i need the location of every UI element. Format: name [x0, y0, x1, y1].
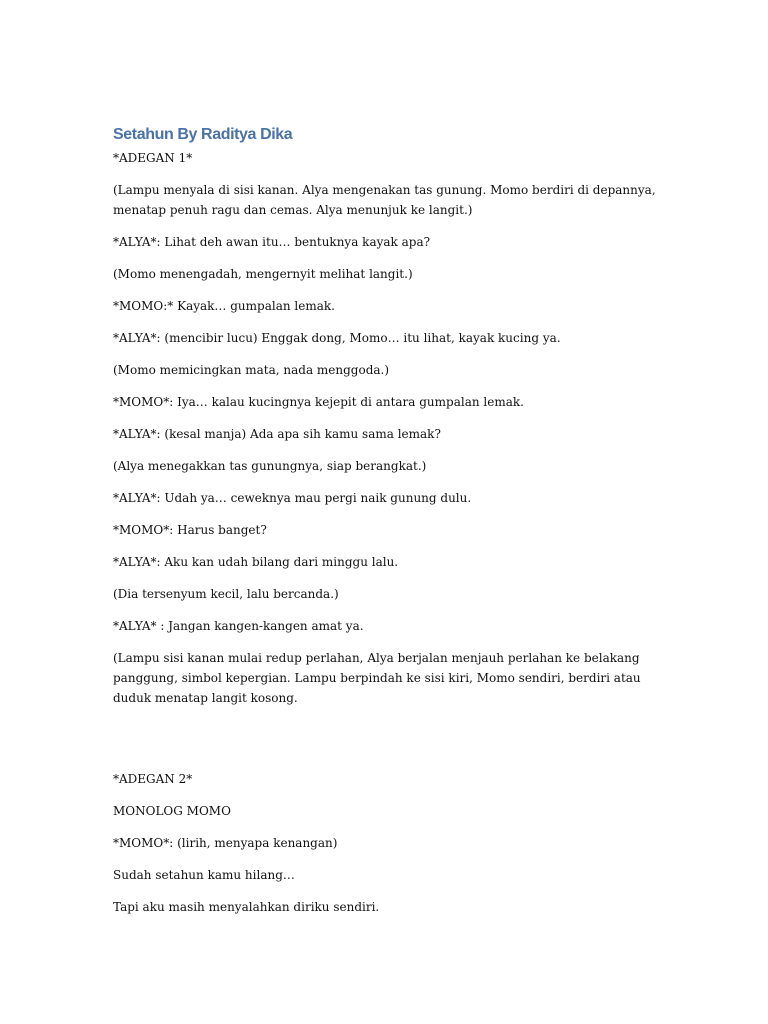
- dialogue-line: [113, 392, 655, 412]
- text-line: Sudah setahun kamu hilang…: [113, 868, 295, 882]
- text-line: (Lampu menyala di sisi kanan. Alya mengenakan tas gunung. Momo berdiri di depannya,: [113, 183, 656, 197]
- text-line: (Dia tersenyum kecil, lalu bercanda.): [113, 587, 339, 601]
- text-line: Tapi aku masih menyalahkan diriku sendiri.: [113, 900, 380, 914]
- text-line: *ALYA*: (kesal manja) Ada apa sih kamu sama lemak?: [113, 427, 441, 441]
- text-line: (Momo menengadah, mengernyit melihat langit.): [113, 267, 413, 281]
- text-line: duduk menatap langit kosong.: [113, 691, 298, 705]
- stage-direction: [113, 584, 655, 604]
- dialogue-line: [113, 833, 655, 853]
- dialogue-line: [113, 296, 655, 316]
- stage-direction: [113, 360, 655, 380]
- stage-direction: [113, 456, 655, 476]
- monologue-line: [113, 897, 655, 917]
- dialogue-line: [113, 520, 655, 540]
- text-line: *MOMO:* Kayak… gumpalan lemak.: [113, 299, 335, 313]
- dialogue-line: [113, 616, 655, 636]
- monologue-heading: [113, 801, 655, 821]
- dialogue-line: [113, 552, 655, 572]
- text-line: *MOMO*: Iya… kalau kucingnya kejepit di antara gumpalan lemak.: [113, 395, 524, 409]
- text-line: *ALYA*: (mencibir lucu) Enggak dong, Momo… itu lihat, kayak kucing ya.: [113, 331, 561, 345]
- scene-heading: [113, 148, 655, 168]
- text-line: *MOMO*: (lirih, menyapa kenangan): [113, 836, 338, 850]
- stage-direction: [113, 264, 655, 284]
- text-line: (Momo memicingkan mata, nada menggoda.): [113, 363, 390, 377]
- text-line: panggung, simbol kepergian. Lampu berpindah ke sisi kiri, Momo sendiri, berdiri atau: [113, 671, 641, 685]
- dialogue-line: [113, 424, 655, 444]
- dialogue-line: [113, 488, 655, 508]
- stage-direction: [113, 180, 655, 220]
- document-body: [113, 124, 655, 929]
- text-line: *ADEGAN 1*: [113, 151, 193, 165]
- text-line: *ALYA*: Udah ya… ceweknya mau pergi naik gunung dulu.: [113, 491, 472, 505]
- empty-paragraph: [113, 720, 655, 769]
- dialogue-line: [113, 328, 655, 348]
- text-line: *MOMO*: Harus banget?: [113, 523, 267, 537]
- dialogue-line: [113, 232, 655, 252]
- document-title: Setahun By Raditya Dika: [113, 126, 293, 143]
- text-line: *ALYA*: Aku kan udah bilang dari minggu lalu.: [113, 555, 399, 569]
- text-line: (Alya menegakkan tas gunungnya, siap berangkat.): [113, 459, 427, 473]
- text-line: *ALYA* : Jangan kangen-kangen amat ya.: [113, 619, 364, 633]
- text-line: (Lampu sisi kanan mulai redup perlahan, Alya berjalan menjauh perlahan ke belakang: [113, 651, 640, 665]
- scene-heading: [113, 769, 655, 789]
- text-line: *ADEGAN 2*: [113, 772, 193, 786]
- text-line: menatap penuh ragu dan cemas. Alya menunjuk ke langit.): [113, 203, 473, 217]
- stage-direction: [113, 648, 655, 708]
- monologue-line: [113, 865, 655, 885]
- text-line: *ALYA*: Lihat deh awan itu… bentuknya kayak apa?: [113, 235, 431, 249]
- text-line: MONOLOG MOMO: [113, 804, 231, 818]
